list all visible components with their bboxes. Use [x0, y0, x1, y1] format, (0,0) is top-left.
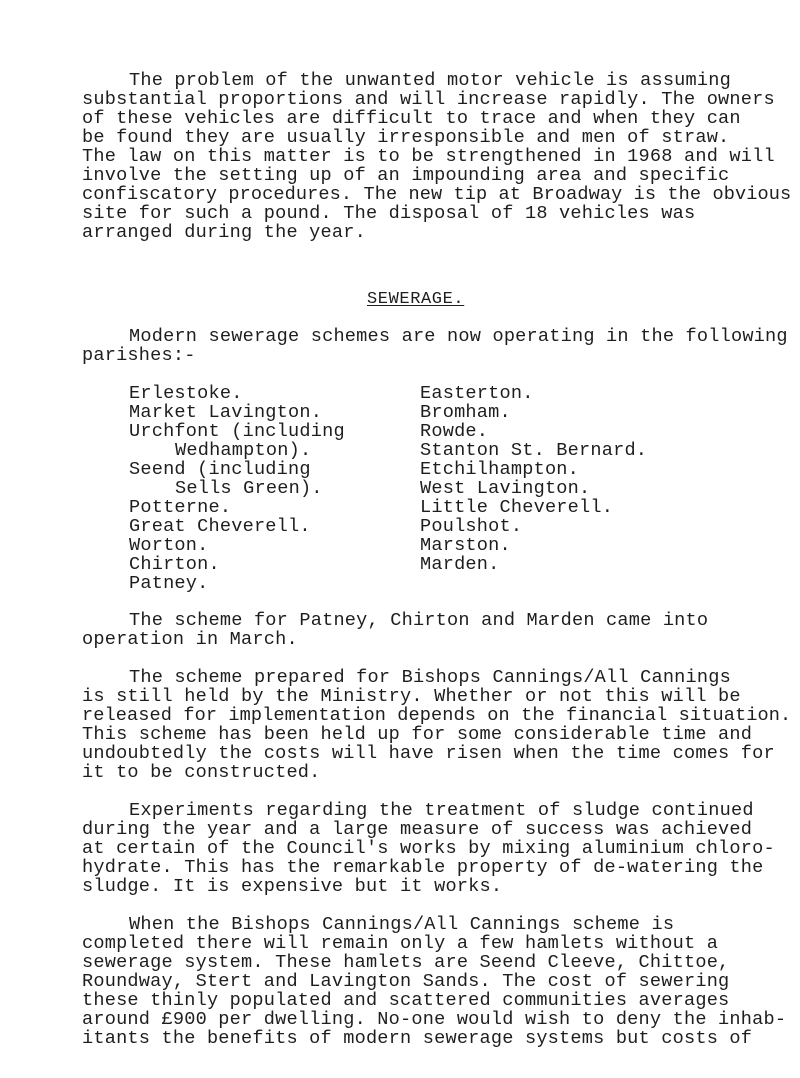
list-item: Marston. [420, 535, 511, 556]
section-heading-sewerage: SEWERAGE. [367, 290, 465, 309]
text-line: it to be constructed. [82, 762, 321, 783]
text-line: When the Bishops Cannings/All Cannings scheme is [129, 914, 675, 935]
text-line: involve the setting up of an impounding area and specific [82, 165, 730, 186]
list-item: Rowde. [420, 421, 489, 442]
list-item: Chirton. [129, 554, 220, 575]
list-item: Great Cheverell. [129, 516, 311, 537]
text-line: undoubtedly the costs will have risen when the time comes for [82, 743, 775, 764]
text-line: substantial proportions and will increase rapidly. The owners [82, 89, 775, 110]
text-line: This scheme has been held up for some considerable time and [82, 724, 753, 745]
list-item: Seend (including [129, 459, 311, 480]
text-line: The problem of the unwanted motor vehicle is assuming [129, 70, 731, 91]
text-line: sewerage system. These hamlets are Seend Cleeve, Chittoe, [82, 952, 730, 973]
list-item: Potterne. [129, 497, 232, 518]
list-item: Etchilhampton. [420, 459, 580, 480]
text-line: completed there will remain only a few hamlets without a [82, 933, 719, 954]
list-item: Poulshot. [420, 516, 523, 537]
list-item: Patney. [129, 573, 209, 594]
text-line: at certain of the Council's works by mixing aluminium chloro- [82, 838, 775, 859]
text-line: The scheme for Patney, Chirton and Marden came into [129, 610, 709, 631]
text-line: hydrate. This has the remarkable property of de-watering the [82, 857, 764, 878]
list-item: Sells Green). [175, 478, 323, 499]
text-line: during the year and a large measure of success was achieved [82, 819, 753, 840]
list-item: Marden. [420, 554, 500, 575]
list-item: Easterton. [420, 383, 534, 404]
text-line: sludge. It is expensive but it works. [82, 876, 503, 897]
text-line: Roundway, Stert and Lavington Sands. The cost of sewering [82, 971, 730, 992]
list-item: Market Lavington. [129, 402, 323, 423]
text-line: these thinly populated and scattered communities averages [82, 990, 730, 1011]
text-line: site for such a pound. The disposal of 18 vehicles was [82, 203, 696, 224]
text-line: The scheme prepared for Bishops Cannings/All Cannings [129, 667, 731, 688]
text-line: The law on this matter is to be strengthened in 1968 and will [82, 146, 775, 167]
text-line: is still held by the Ministry. Whether or not this will be [82, 686, 741, 707]
text-line: Experiments regarding the treatment of sludge continued [129, 800, 754, 821]
text-line: be found they are usually irresponsible and men of straw. [82, 127, 730, 148]
list-item: West Lavington. [420, 478, 591, 499]
list-item: Little Cheverell. [420, 497, 614, 518]
list-item: Erlestoke. [129, 383, 243, 404]
text-line: around £900 per dwelling. No-one would wish to deny the inhab- [82, 1009, 787, 1030]
text-line: confiscatory procedures. The new tip at Broadway is the obvious [82, 184, 792, 205]
list-item: Wedhampton). [175, 440, 312, 461]
list-item: Worton. [129, 535, 209, 556]
list-item: Stanton St. Bernard. [420, 440, 648, 461]
text-line: released for implementation depends on the financial situation. [82, 705, 792, 726]
list-item: Urchfont (including [129, 421, 345, 442]
text-line: operation in March. [82, 629, 298, 650]
text-line: itants the benefits of modern sewerage systems but costs of [82, 1028, 753, 1049]
text-line: of these vehicles are difficult to trace and when they can [82, 108, 741, 129]
text-line: parishes:- [82, 345, 196, 366]
text-line: arranged during the year. [82, 222, 366, 243]
list-item: Bromham. [420, 402, 511, 423]
text-line: Modern sewerage schemes are now operating in the following [129, 326, 788, 347]
